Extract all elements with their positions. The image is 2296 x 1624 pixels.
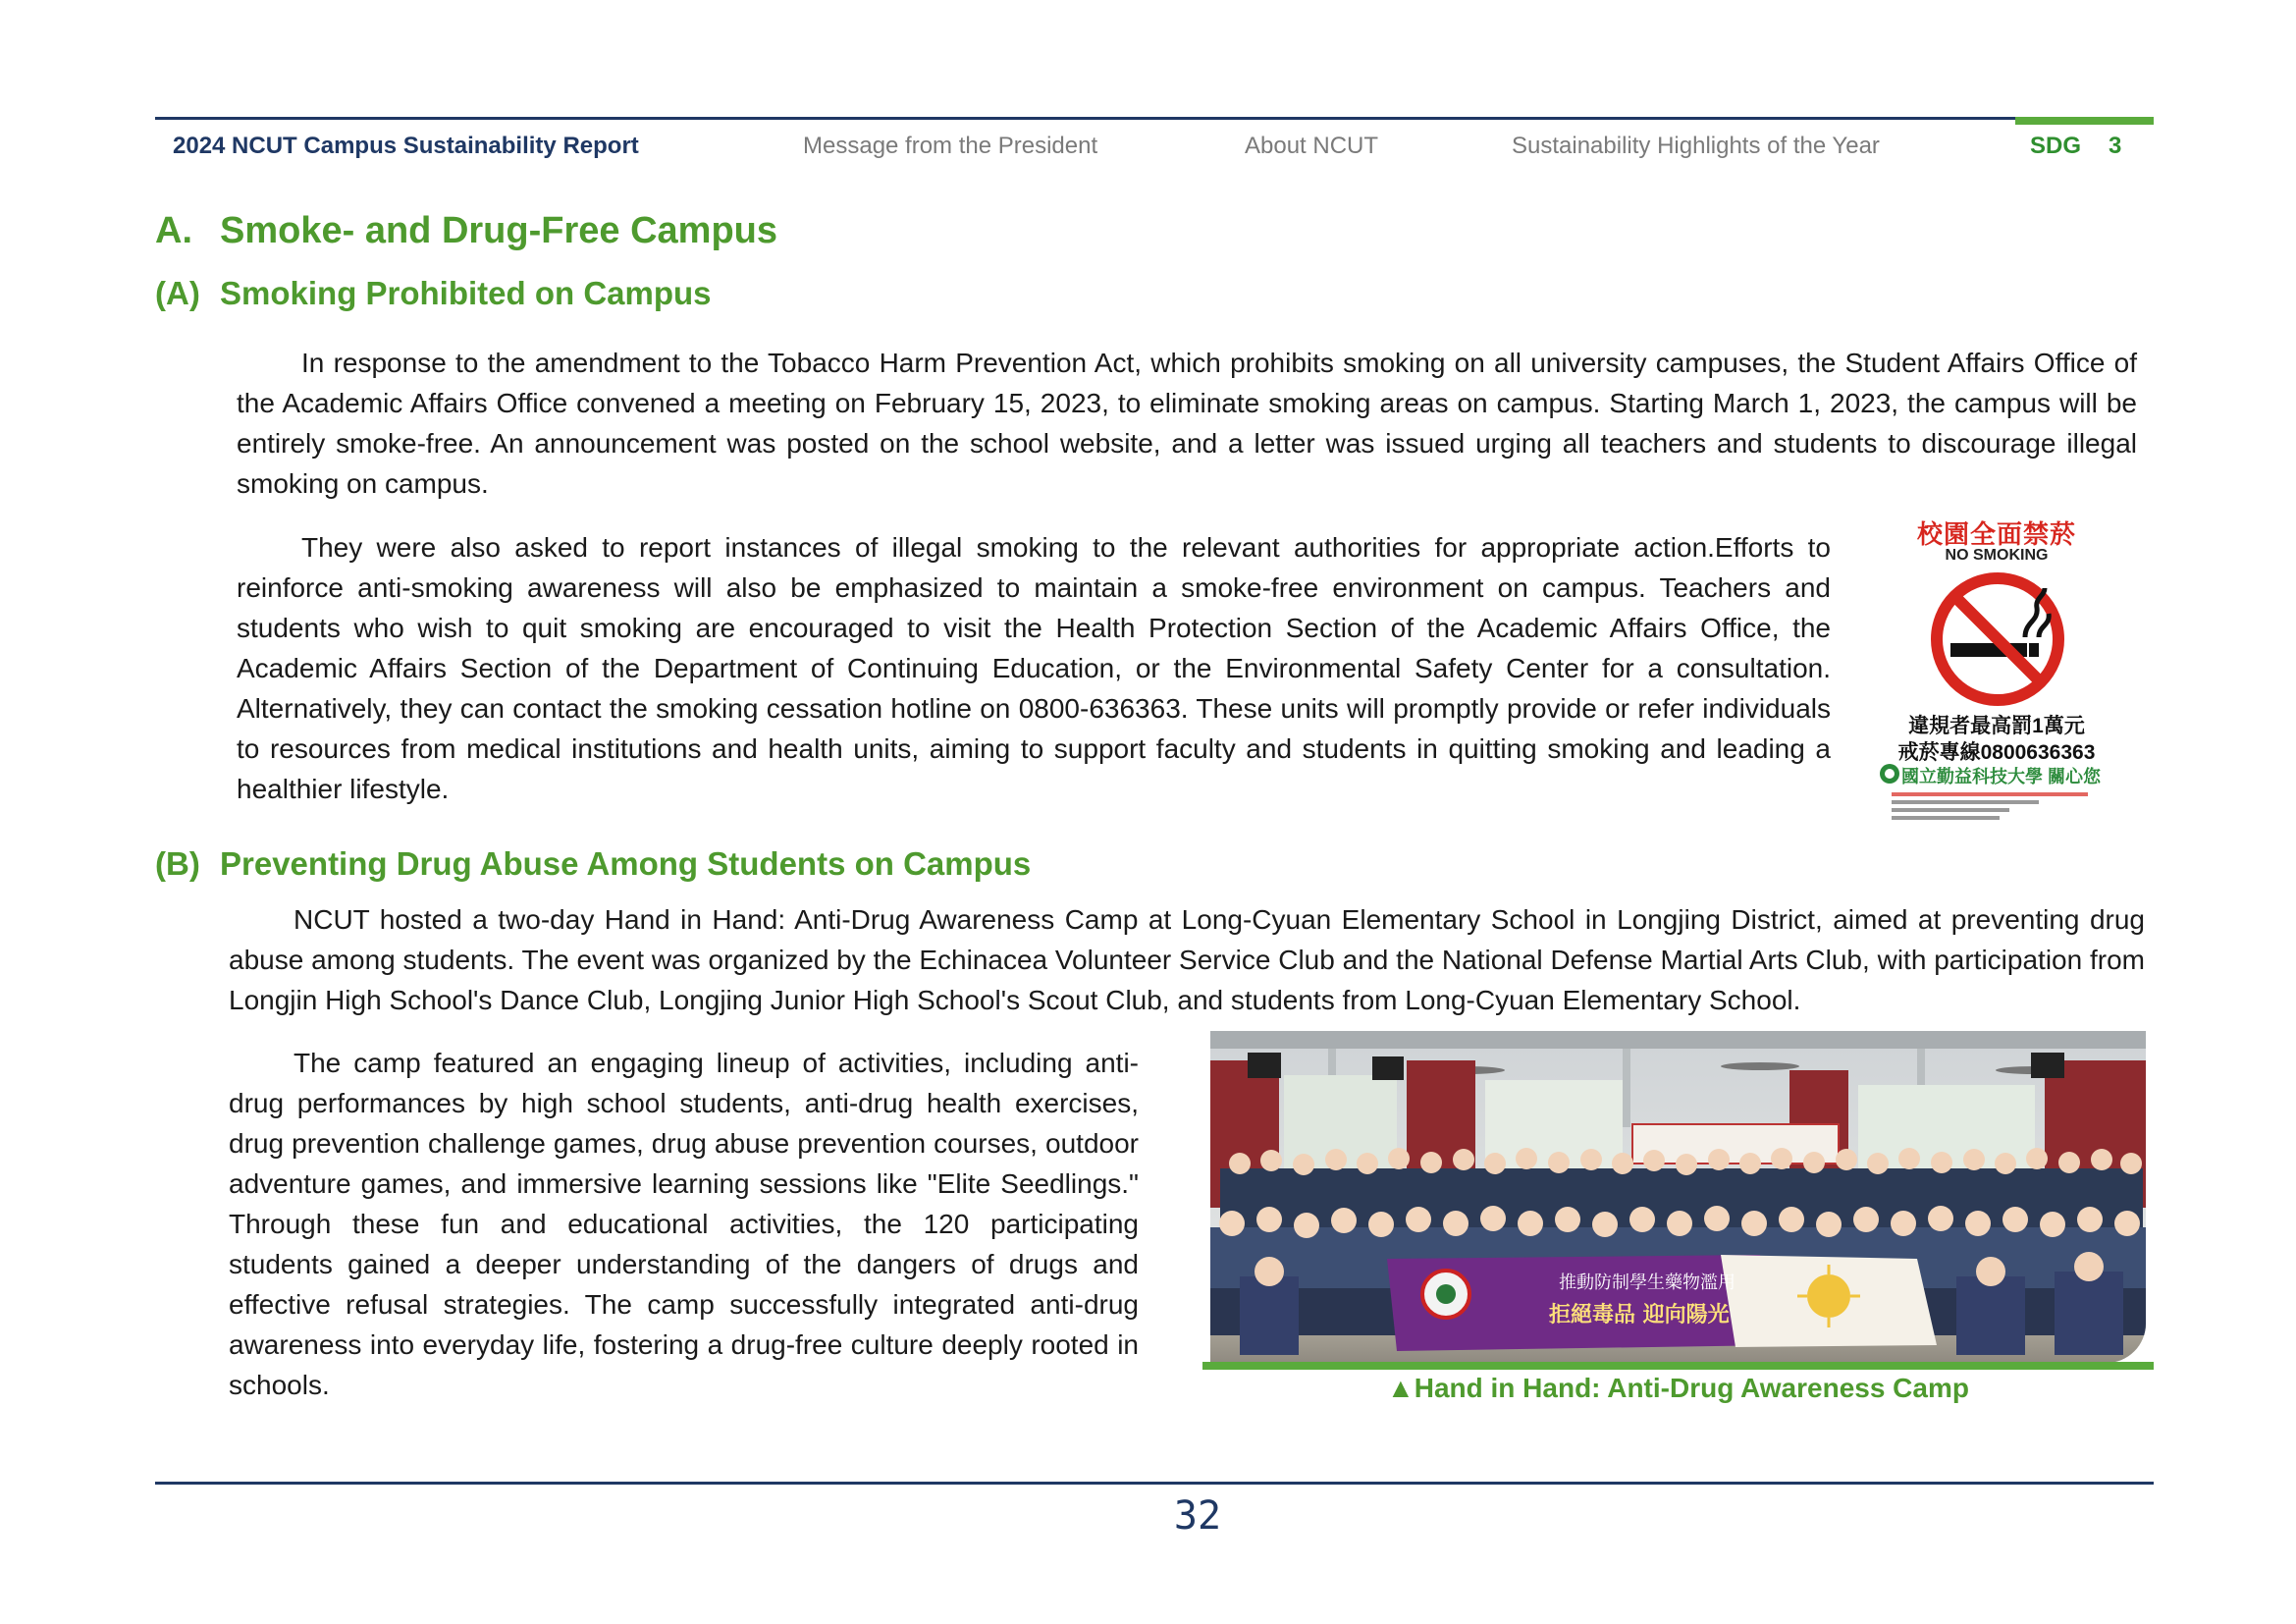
no-smoking-sign — [1870, 510, 2123, 826]
page-number: 32 — [1173, 1493, 1222, 1539]
section-heading — [155, 208, 777, 253]
header-sdg-accent — [2015, 117, 2154, 125]
section-title: Smoke- and Drug-Free Campus — [220, 210, 777, 251]
paragraph-camp-activities: The camp featured an engaging lineup of activities, including anti-drug performances by high school students, anti-drug health exercises, drug prevention challenge games, drug abuse prevention courses, outdoor adventure games, and immersive learning sessions like "Elite Seedlings." Through these fun and educational activities, the 120 participating students gained a deeper understanding of the dangers of drugs and effective refusal strategies. The camp successfully integrated anti-drug awareness into everyday life, fostering a drug-free culture deeply rooted in schools. — [229, 1048, 1139, 1400]
subsection-b-title: Preventing Drug Abuse Among Students on Campus — [220, 845, 1032, 882]
subsection-a-heading — [155, 274, 712, 313]
group-photo-illustration — [1210, 1031, 2146, 1363]
subsection-b-number: (B) — [155, 845, 200, 882]
sign-hotline: 戒菸專線0800636363 — [1897, 741, 2096, 764]
report-title: 2024 NCUT Campus Sustainability Report — [173, 133, 639, 159]
nav-sustainability-highlights[interactable]: Sustainability Highlights of the Year — [1512, 133, 1880, 159]
paragraph-smoke-free-policy: In response to the amendment to the Tobacco Harm Prevention Act, which prohibits smoking on all university campuses, the Student Affairs Office of the Academic Affairs Office convened a meeting on February 15, 2023, to eliminate smoking areas on campus. Starting March 1, 2023, the campus will be entirely smoke-free. An announcement was posted on the school website, and a letter was issued urging all teachers and students to discourage illegal smoking on campus. — [237, 348, 2137, 499]
sign-fine-print — [1892, 808, 2009, 812]
paragraph-anti-drug-camp: NCUT hosted a two-day Hand in Hand: Anti-Drug Awareness Camp at Long-Cyuan Elementary School in Longjing District, aimed at preventing drug abuse among students. The event was organized by the Echinacea Volunteer Service Club and the National Defense Martial Arts Club, with participation from Longjin High School's Dance Club, Longjing Junior High School's Scout Club, and students from Long-Cyuan Elementary School. — [229, 904, 2145, 1015]
sdg-label: SDG — [2030, 133, 2082, 159]
paragraph-smoking-cessation: They were also asked to report instances of illegal smoking to the relevant authorities for appropriate action.Efforts to reinforce anti-smoking awareness will also be emphasized to maintain a smoke-free environment on campus. Teachers and students who wish to quit smoking are encouraged to visit the Health Protection Section of the Academic Affairs Office, the Academic Affairs Section of the Department of Continuing Education, or the Environmental Safety Center for a consultation. Alternatively, they can contact the smoking cessation hotline on 0800-636363. These units will promptly provide or refer individuals to resources from medical institutions and health units, aiming to support faculty and students in quitting smoking and leading a healthier lifestyle. — [237, 532, 1831, 804]
sign-fine-print — [1892, 800, 2039, 804]
subsection-a-title: Smoking Prohibited on Campus — [220, 275, 712, 311]
banner-text-2: 拒絕毒品 迎向陽光 — [1549, 1303, 1730, 1327]
anti-drug-camp-photo — [1210, 1031, 2146, 1363]
photo-caption-bar — [1202, 1362, 2154, 1370]
nav-about-ncut[interactable]: About NCUT — [1245, 133, 1379, 159]
sign-fine-print — [1892, 792, 2088, 796]
subsection-b-heading — [155, 844, 1031, 884]
header-rule — [155, 117, 2015, 120]
sdg-number: 3 — [2109, 133, 2122, 159]
sign-subtitle: NO SMOKING — [1945, 547, 2049, 564]
nav-message-from-president[interactable]: Message from the President — [803, 133, 1098, 159]
footer-rule — [155, 1482, 2154, 1485]
subsection-a-number: (A) — [155, 275, 200, 311]
sign-school-name: 國立勤益科技大學 關心您 — [1901, 767, 2101, 786]
section-number: A. — [155, 210, 192, 251]
sign-fine-print — [1892, 816, 2000, 820]
sign-title: 校園全面禁菸 — [1916, 519, 2076, 549]
sign-fine-notice: 違規者最高罰1萬元 — [1908, 715, 2085, 737]
no-smoking-icon — [1929, 570, 2066, 708]
photo-caption: ▲Hand in Hand: Anti-Drug Awareness Camp — [1387, 1373, 1969, 1403]
banner-text-1: 推動防制學生藥物濫用 — [1559, 1272, 1735, 1293]
